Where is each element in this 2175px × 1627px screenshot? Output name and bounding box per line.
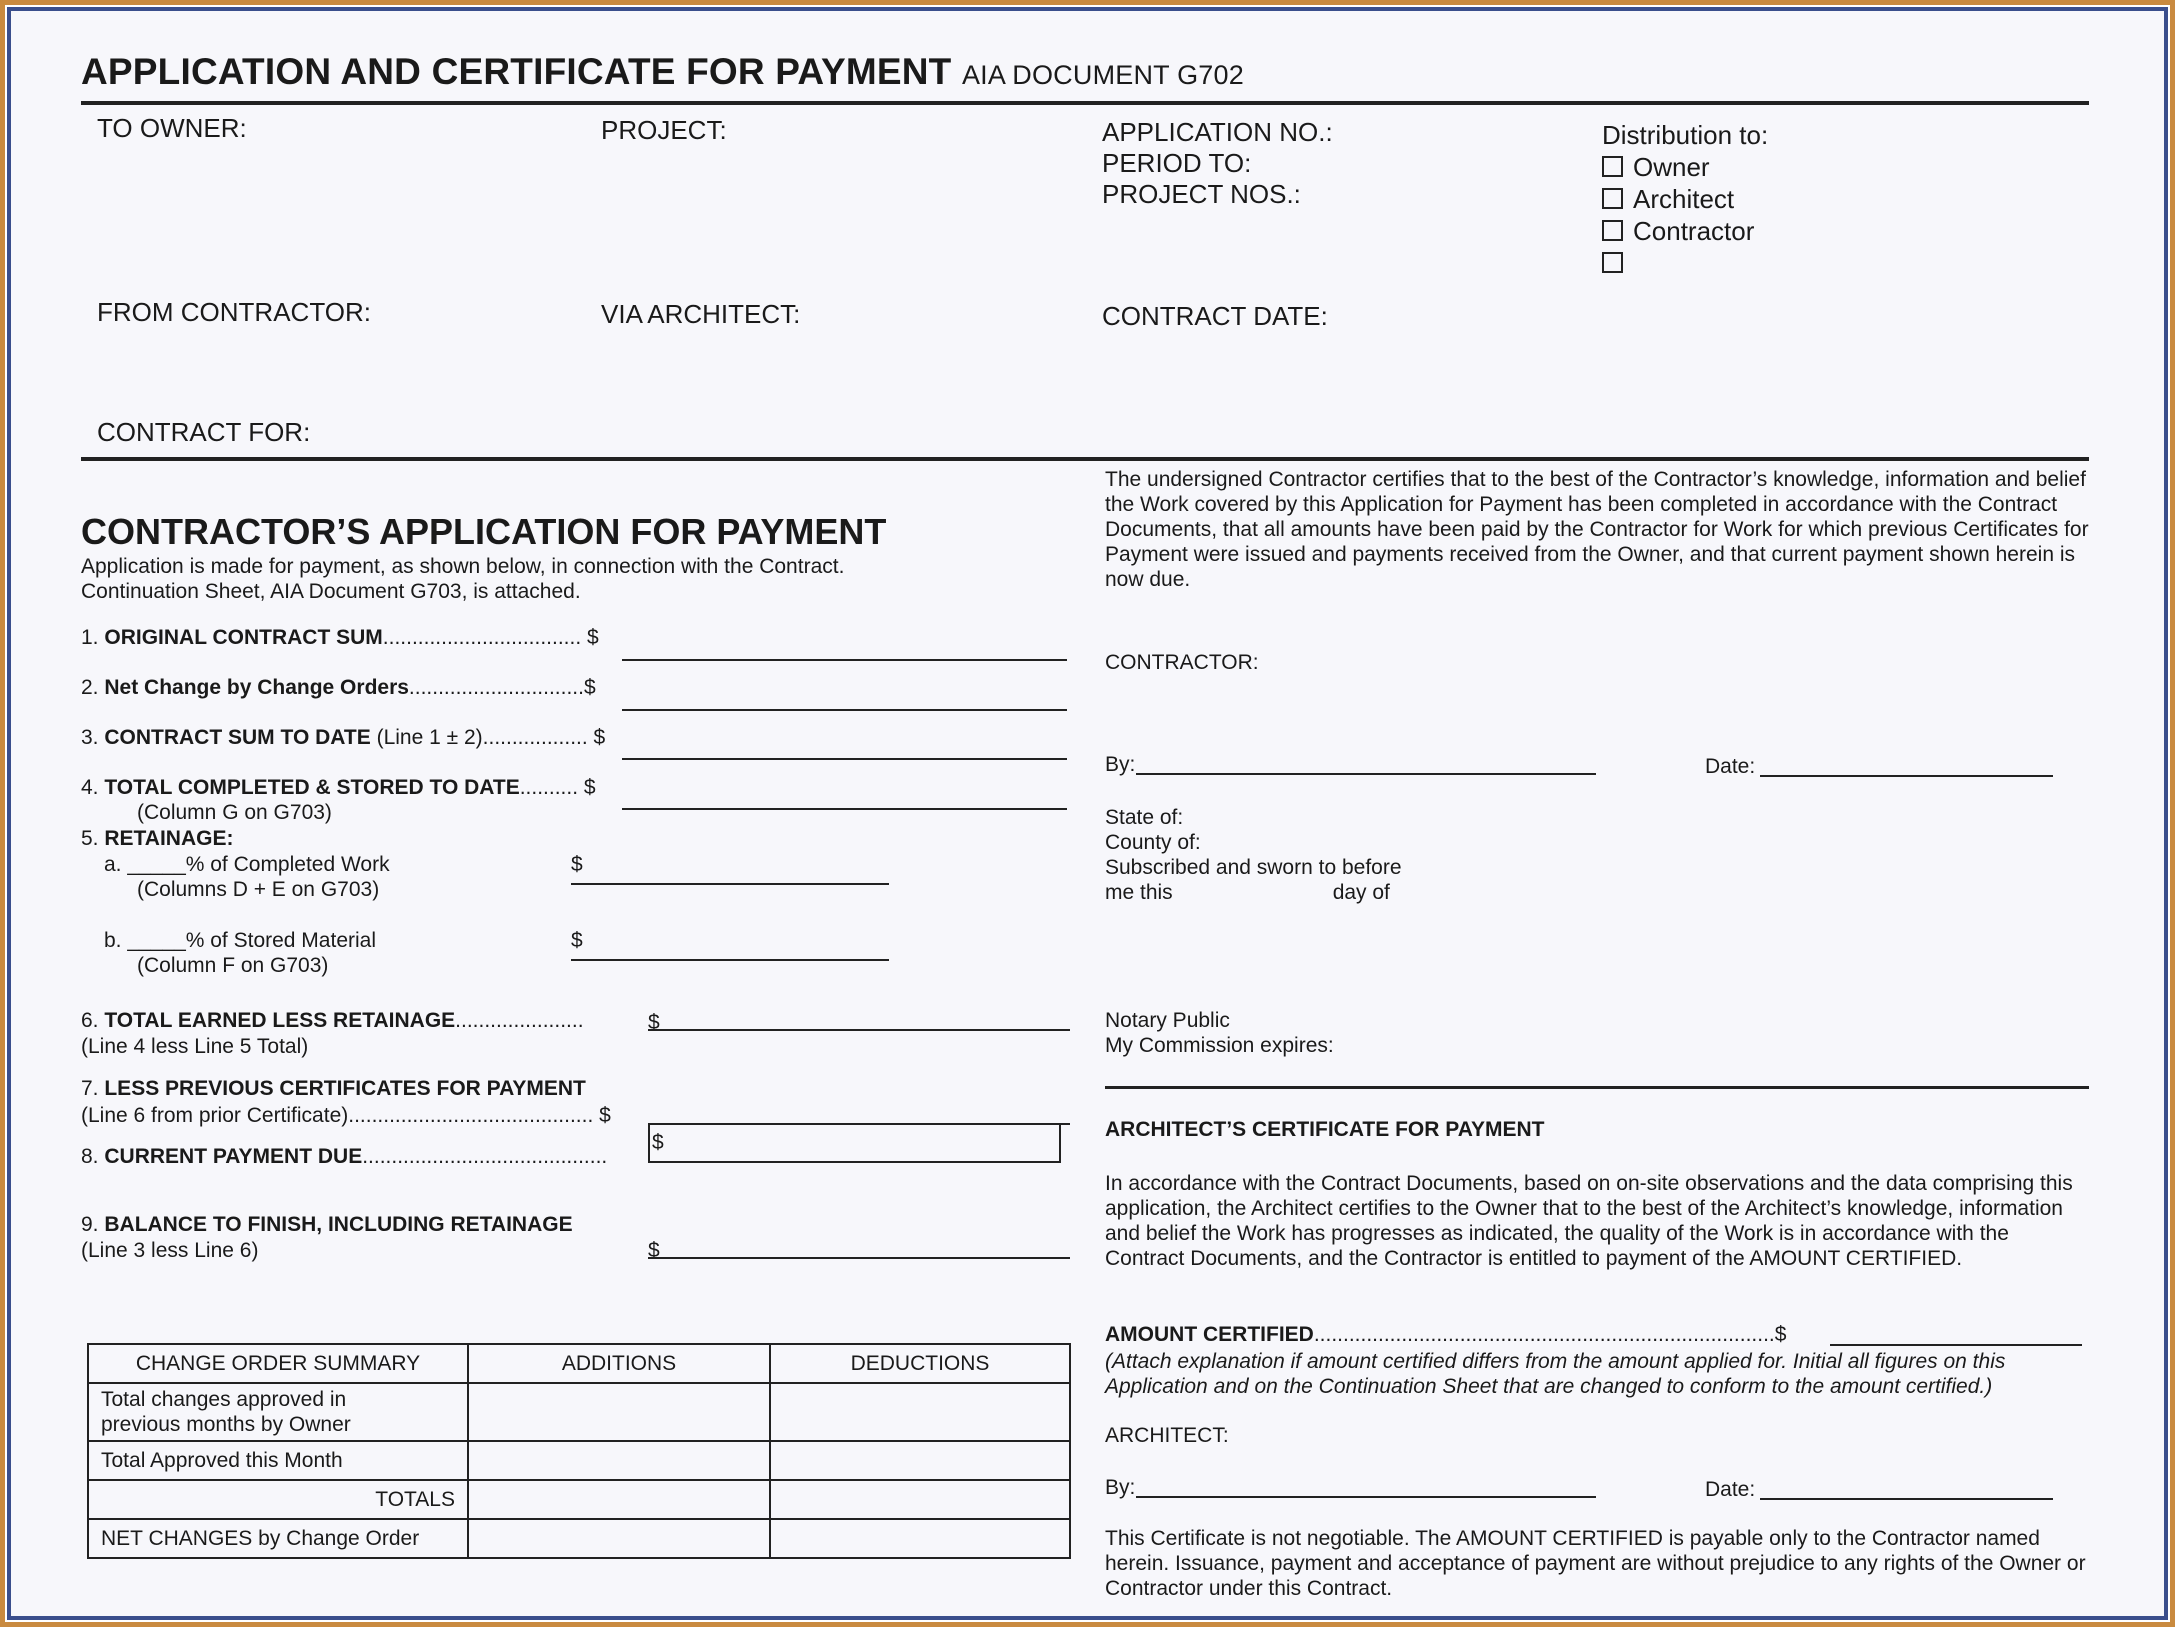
line-8: 8. CURRENT PAYMENT DUE.......................................... — [81, 1145, 608, 1168]
line-5a-amount-field[interactable] — [571, 883, 889, 885]
line-9-sub: (Line 3 less Line 6) — [81, 1239, 259, 1262]
architect-signature-field[interactable] — [1136, 1496, 1596, 1498]
form-title-text: APPLICATION AND CERTIFICATE FOR PAYMENT — [81, 51, 952, 92]
application-info — [1102, 117, 1333, 210]
not-negotiable-text: This Certificate is not negotiable. The AMOUNT CERTIFIED is payable only to the Contractor named herein. Issuance, payment and acceptance of payment are without prejudice to any rights of the Owner or Contractor under this Contract. — [1105, 1527, 2086, 1600]
contractor-date-field[interactable] — [1760, 775, 2053, 777]
contract-for-label: CONTRACT FOR: — [97, 417, 311, 447]
contractor-certification-text: The undersigned Contractor certifies that to the best of the Contractor’s knowledge, information and belief the Work covered by this Application for Payment has been completed in accordance with the Contract Documents, that all amounts have been paid by the Contractor for Work for which previous Certificates for Payment were issued and payments received from the Owner, and that current payment shown herein is now due. — [1105, 468, 2089, 591]
architect-date-field[interactable] — [1760, 1498, 2053, 1500]
line-9: 9. BALANCE TO FINISH, INCLUDING RETAINAGE — [81, 1213, 573, 1236]
amount-certified-field[interactable] — [1830, 1344, 2082, 1346]
line-7: 7. LESS PREVIOUS CERTIFICATES FOR PAYMENT — [81, 1077, 586, 1100]
notary-public-label: Notary Public — [1105, 1009, 1230, 1032]
table-header: CHANGE ORDER SUMMARY — [88, 1344, 468, 1383]
line-5a: a. _____% of Completed Work — [104, 853, 390, 876]
county-of-label: County of: — [1105, 831, 1201, 854]
table-header: ADDITIONS — [468, 1344, 770, 1383]
distribution-architect[interactable]: Architect — [1602, 183, 1768, 215]
to-owner-label: TO OWNER: — [97, 113, 247, 143]
distribution-owner[interactable]: Owner — [1602, 151, 1768, 183]
checkbox-other[interactable] — [1602, 252, 1623, 273]
line-9-amount-field[interactable] — [648, 1257, 1070, 1259]
table-header-row — [88, 1344, 1070, 1383]
project-nos-label: PROJECT NOS.: — [1102, 179, 1301, 209]
line-2-amount-field[interactable] — [622, 709, 1067, 711]
line-8-amount-box[interactable]: $ — [648, 1123, 1061, 1163]
amount-certified-line: AMOUNT CERTIFIED...............................................................................$ — [1105, 1323, 1787, 1346]
via-architect-label: VIA ARCHITECT: — [601, 299, 801, 329]
row-label: Total Approved this Month — [88, 1441, 468, 1480]
change-order-summary-table — [87, 1343, 1071, 1559]
line-4-sub: (Column G on G703) — [137, 801, 332, 824]
architect-section-rule — [1105, 1086, 2089, 1089]
table-row — [88, 1480, 1070, 1519]
attach-explanation-note: (Attach explanation if amount certified differs from the amount applied for. Initial all figures on this Application and on the Continuation Sheet that are changed to conform to the amount certified.) — [1105, 1350, 2006, 1398]
architect-date-label: Date: — [1705, 1478, 1756, 1501]
section-rule — [81, 457, 2089, 461]
row-label: TOTALS — [88, 1480, 468, 1519]
form-title — [81, 51, 1244, 93]
checkbox-owner[interactable] — [1602, 156, 1623, 177]
distribution-label: Distribution to: — [1602, 120, 1769, 150]
from-contractor-label: FROM CONTRACTOR: — [97, 297, 371, 327]
deductions-cell[interactable] — [770, 1519, 1070, 1558]
line-5a-sub: (Columns D + E on G703) — [137, 878, 380, 901]
checkbox-contractor[interactable] — [1602, 220, 1623, 241]
line-6: 6. TOTAL EARNED LESS RETAINAGE...................... — [81, 1009, 584, 1032]
contractor-by-label: By: — [1105, 753, 1136, 776]
deductions-cell[interactable] — [770, 1480, 1070, 1519]
table-header: DEDUCTIONS — [770, 1344, 1070, 1383]
line-9-dollar: $ — [648, 1239, 660, 1262]
distribution-contractor[interactable]: Contractor — [1602, 215, 1768, 247]
line-3: 3. CONTRACT SUM TO DATE (Line 1 ± 2).................. $ — [81, 726, 606, 749]
line-5: 5. RETAINAGE: — [81, 827, 234, 850]
document-id: AIA DOCUMENT G702 — [961, 60, 1244, 90]
row-label: NET CHANGES by Change Order — [88, 1519, 468, 1558]
line-3-amount-field[interactable] — [622, 758, 1067, 760]
application-intro: Application is made for payment, as shown below, in connection with the Contract. Continuation Sheet, AIA Document G703, is attached. — [81, 555, 845, 603]
table-row — [88, 1441, 1070, 1480]
line-6-amount-field[interactable] — [648, 1029, 1070, 1031]
additions-cell[interactable] — [468, 1383, 770, 1441]
line-5b: b. _____% of Stored Material — [104, 929, 376, 952]
subscribed-label: Subscribed and sworn to before — [1105, 856, 1402, 879]
table-row — [88, 1519, 1070, 1558]
contractor-signature-field[interactable] — [1136, 773, 1596, 775]
notary-block — [1105, 805, 1402, 905]
line-5b-dollar: $ — [571, 929, 583, 952]
line-1: 1. ORIGINAL CONTRACT SUM.................................. $ — [81, 626, 599, 649]
line-5b-amount-field[interactable] — [571, 959, 889, 961]
line-6-sub: (Line 4 less Line 5 Total) — [81, 1035, 309, 1058]
notary-public-block — [1105, 1008, 1334, 1058]
line-4: 4. TOTAL COMPLETED & STORED TO DATE.......... $ — [81, 776, 596, 799]
additions-cell[interactable] — [468, 1441, 770, 1480]
header-rule — [81, 101, 2089, 105]
additions-cell[interactable] — [468, 1519, 770, 1558]
deductions-cell[interactable] — [770, 1383, 1070, 1441]
line-5a-dollar: $ — [571, 853, 583, 876]
contractor-application-title: CONTRACTOR’S APPLICATION FOR PAYMENT — [81, 511, 887, 552]
contractor-date-label: Date: — [1705, 755, 1756, 778]
period-to-label: PERIOD TO: — [1102, 148, 1252, 178]
state-of-label: State of: — [1105, 806, 1184, 829]
me-this-line: me this day of — [1105, 881, 1390, 904]
distribution-other[interactable] — [1602, 247, 1768, 279]
deductions-cell[interactable] — [770, 1441, 1070, 1480]
form-page — [7, 7, 2168, 1620]
line-7-sub: (Line 6 from prior Certificate).......................................... $ — [81, 1104, 611, 1127]
table-row — [88, 1383, 1070, 1441]
row-label: Total changes approved in previous months by Owner — [88, 1383, 468, 1441]
distribution-list — [1602, 119, 1768, 279]
additions-cell[interactable] — [468, 1480, 770, 1519]
line-6-dollar: $ — [648, 1011, 660, 1034]
line-5b-sub: (Column F on G703) — [137, 954, 329, 977]
line-1-amount-field[interactable] — [622, 659, 1067, 661]
checkbox-architect[interactable] — [1602, 188, 1623, 209]
commission-expires-label: My Commission expires: — [1105, 1034, 1334, 1057]
application-no-label: APPLICATION NO.: — [1102, 117, 1333, 147]
project-label: PROJECT: — [601, 115, 727, 145]
contract-date-label: CONTRACT DATE: — [1102, 301, 1328, 331]
line-2: 2. Net Change by Change Orders..............................$ — [81, 676, 596, 699]
architect-certification-text: In accordance with the Contract Documents, based on on-site observations and the data comprising this application, the Architect certifies to the Owner that to the best of the Architect’s knowledge, information and belief the Work has progresses as indicated, the quality of the Work is in accordance with the Contract Documents, and the Contractor is entitled to payment of the AMOUNT CERTIFIED. — [1105, 1172, 2073, 1270]
architect-by-label: By: — [1105, 1476, 1136, 1499]
architect-certificate-title: ARCHITECT’S CERTIFICATE FOR PAYMENT — [1105, 1118, 1545, 1141]
contractor-label: CONTRACTOR: — [1105, 651, 1259, 674]
architect-label: ARCHITECT: — [1105, 1424, 1229, 1447]
line-4-amount-field[interactable] — [622, 808, 1067, 810]
